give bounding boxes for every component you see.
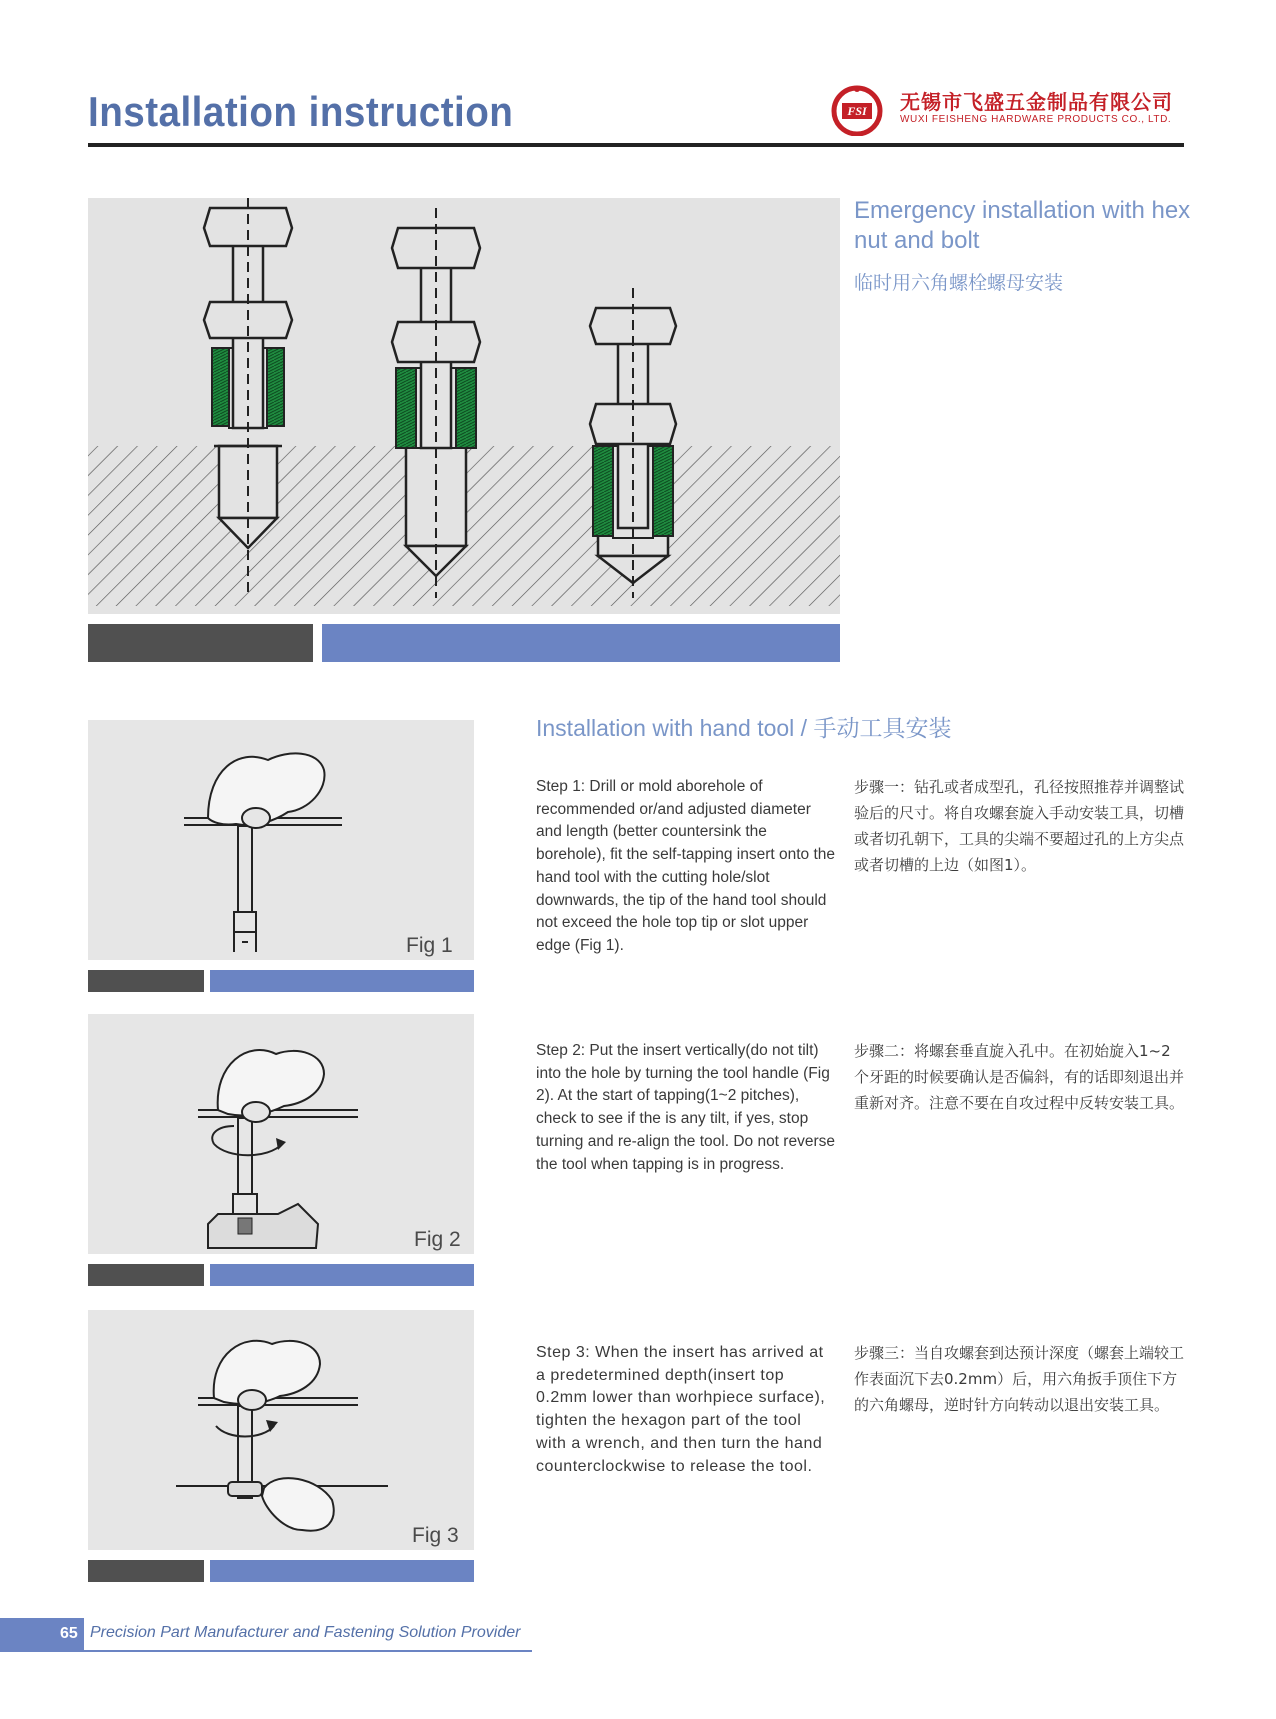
fig2-bar-blue bbox=[210, 1264, 474, 1286]
fig1-bar-blue bbox=[210, 970, 474, 992]
fig3-bar-blue bbox=[210, 1560, 474, 1582]
fig1-bar-dark bbox=[88, 970, 204, 992]
bolt-assembly-c bbox=[590, 288, 676, 598]
hand-tool-heading: Installation with hand tool / 手动工具安装 bbox=[536, 715, 952, 741]
fig2-illustration bbox=[88, 1014, 474, 1254]
step1-text-cn: 步骤一：钻孔或者成型孔，孔径按照推荐并调整试验后的尺寸。将自攻螺套旋入手动安装工具，切槽或者切孔朝下，工具的尖端不要超过孔的上方尖点或者切槽的上边（如图1）。 bbox=[854, 778, 1185, 874]
company-logo bbox=[828, 84, 886, 136]
step1-text-en: Step 1: Drill or mold aborehole of recommended or/and adjusted diameter and length (better countersink the borehole), fit the self-tapping insert onto the hand tool with the cutting hole/slot downwards, the tip of the hand tool should not exceed the hole top tip or slot upper edge (Fig 1). bbox=[536, 778, 835, 954]
fig3-bar-dark bbox=[88, 1560, 204, 1582]
footer-tagline: Precision Part Manufacturer and Fastening Solution Provider bbox=[90, 1624, 521, 1641]
fig1-label: Fig 1 bbox=[406, 934, 453, 957]
fig3-illustration bbox=[88, 1310, 474, 1550]
fig2-bar-dark bbox=[88, 1264, 204, 1286]
title-rule bbox=[88, 143, 1184, 147]
logo-text: FSI bbox=[847, 104, 867, 118]
caption-bar-dark bbox=[88, 624, 313, 662]
fig3-label: Fig 3 bbox=[412, 1524, 459, 1547]
bolt-assembly-b bbox=[392, 208, 480, 598]
step2-text-en: Step 2: Put the insert vertically(do not tilt) into the hole by turning the tool handle (Fig 2). At the start of tapping(1~2 pitches), check to see if the is any tilt, if yes, stop turning and re-align the tool. Do not reverse the tool when tapping is in progress. bbox=[536, 1042, 835, 1173]
emergency-heading-en: Emergency installation with hex nut and bolt bbox=[854, 197, 1191, 254]
emergency-heading-cn: 临时用六角螺栓螺母安装 bbox=[854, 272, 1064, 294]
caption-bar-blue bbox=[322, 624, 840, 662]
fig2-label: Fig 2 bbox=[414, 1228, 461, 1251]
fig1-illustration bbox=[88, 720, 474, 960]
emergency-install-figure bbox=[88, 198, 840, 614]
company-name-en: WUXI FEISHENG HARDWARE PRODUCTS CO., LTD. bbox=[900, 114, 1172, 125]
page-number: 65 bbox=[60, 1625, 78, 1642]
step3-text-en: Step 3: When the insert has arrived at a predetermined depth(insert top 0.2mm lower than worhpiece surface), tighten the hexagon part of the tool with a wrench, and then turn the hand counterclockwise to release the tool. bbox=[536, 1344, 826, 1475]
step3-text-cn: 步骤三：当自攻螺套到达预计深度（螺套上端较工作表面沉下去0.2mm）后，用六角扳手顶住下方的六角螺母，逆时针方向转动以退出安装工具。 bbox=[854, 1344, 1185, 1414]
step2-text-cn: 步骤二：将螺套垂直旋入孔中。在初始旋入1~2个牙距的时候要确认是否偏斜，有的话即刻退出并重新对齐。注意不要在自攻过程中反转安装工具。 bbox=[854, 1042, 1185, 1112]
page-title: Installation instruction bbox=[88, 88, 514, 135]
company-name-cn: 无锡市飞盛五金制品有限公司 bbox=[900, 90, 1173, 114]
